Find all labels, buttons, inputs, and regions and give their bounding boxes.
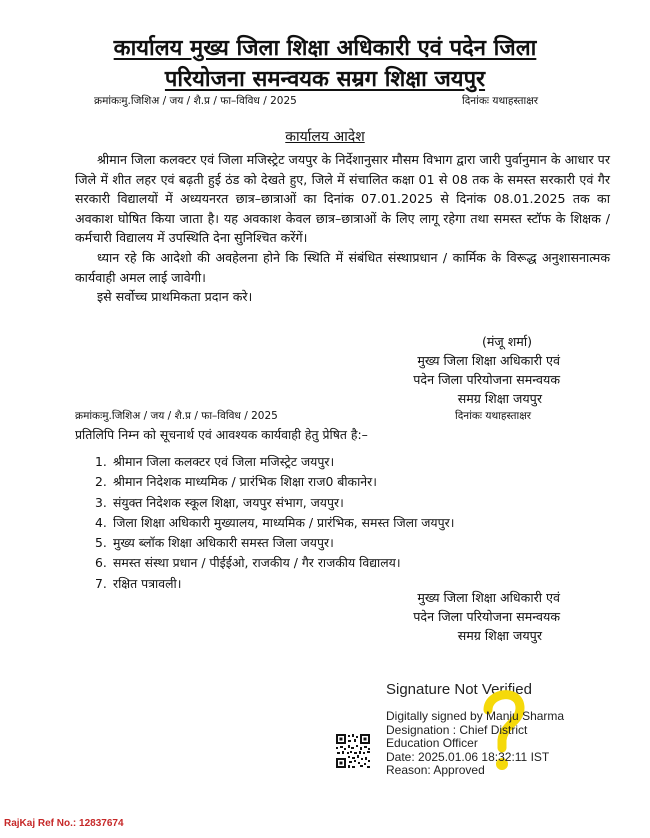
- list-item: [95, 472, 454, 492]
- signatory-name: (मंजू शर्मा): [481, 334, 532, 349]
- list-item-text: श्रीमान जिला कलक्टर एवं जिला मजिस्ट्रेट जयपुर।: [113, 454, 335, 469]
- list-item-number: 1.: [95, 454, 107, 469]
- list-item: [95, 533, 454, 553]
- list-item-number: 3.: [95, 494, 107, 510]
- body-paragraph-3: इसे सर्वोच्च प्राथमिकता प्रदान करे।: [97, 289, 253, 305]
- list-item-number: 5.: [95, 535, 107, 551]
- signatory-line-3: समग्र शिक्षा जयपुर: [457, 391, 542, 406]
- office-title-line2: परियोजना समन्वयक सम्रग शिक्षा जयपुर: [164, 67, 486, 92]
- list-item-number: 6.: [95, 555, 107, 571]
- list-item-text: मुख्य ब्लॉक शिक्षा अधिकारी समस्त जिला जयपुर।: [113, 535, 334, 551]
- office-title-line1: कार्यालय मुख्य जिला शिक्षा अधिकारी एवं पदेन जिला: [113, 36, 537, 61]
- ref-date-1: दिनांकः यथाहस्ताक्षर: [462, 95, 539, 107]
- list-item-text: श्रीमान निदेशक माध्यमिक / प्रारंभिक शिक्षा राज0 बीकानेर।: [113, 474, 377, 490]
- list-item-text: संयुक्त निदेशक स्कूल शिक्षा, जयपुर संभाग, जयपुर।: [113, 494, 344, 510]
- body-paragraph-1: श्रीमान जिला कलक्टर एवं जिला मजिस्ट्रेट जयपुर के निर्देशानुसार मौसम विभाग द्वारा जारी पुर्वानुमान के आधार पर जिले में शीत लहर एवं बढ़ती हुई ठंड को देखते हुए, जिले में संचालित कक्षा 01 से 08 तक के समस्त सरकारी एवं गैर सरकारी विद्यालयों में अध्ययनरत छात्र–छात्राओं का दिनांक 07.01.2025 से दिनांक 08.01.2025 तक का अवकाश घोषित किया जाता है। यह अवकाश केवल छात्र–छात्राओं के लिए लागू रहेगा तथा समस्त स्टॉफ के शिक्षक / कर्मचारी विद्यालय में उपस्थिति देना सुनिश्चित करेंगें।: [75, 152, 610, 246]
- signatory2-line-1: मुख्य जिला शिक्षा अधिकारी एवं: [417, 590, 560, 605]
- ref-number-2: क्रमांकःमु.जिशिअ / जय / शै.प्र / फा–विविध / 2025: [75, 410, 278, 422]
- signature-block-2: [340, 588, 560, 645]
- list-item-number: 2.: [95, 474, 107, 490]
- list-item: [95, 452, 454, 472]
- signature-status: Signature Not Verified: [386, 681, 532, 698]
- list-item-text: रक्षित पत्रावली।: [113, 575, 182, 591]
- signed-by-text: Digitally signed by Manju Sharma: [386, 709, 565, 723]
- signatory2-line-2: पदेन जिला परियोजना समन्वयक: [413, 609, 560, 624]
- signatory2-line-3: समग्र शिक्षा जयपुर: [457, 628, 542, 643]
- list-item: [95, 493, 454, 513]
- signatory-line-2: पदेन जिला परियोजना समन्वयक: [413, 372, 560, 387]
- list-item-text: समस्त संस्था प्रधान / पीईईओ, राजकीय / गैर राजकीय विद्यालय।: [113, 555, 401, 571]
- signed-date-text: Date: 2025.01.06 18:32:11 IST: [386, 749, 550, 764]
- body-paragraph-2: ध्यान रहे कि आदेशो की अवहेलना होने कि स्थिति में संबंधित संस्थाप्रधान / कार्मिक के विरूद्ध अनुशासनात्मक कार्यवाही अमल लाई जावेगी।: [75, 249, 610, 285]
- list-item-text: जिला शिक्षा अधिकारी मुख्यालय, माध्यमिक / प्रारंभिक, समस्त जिला जयपुर।: [113, 514, 455, 530]
- copy-intro: प्रतिलिपि निम्न को सूचनार्थ एवं आवश्यक कार्यवाही हेतु प्रेषित है:–: [75, 427, 368, 442]
- list-item-number: 7.: [95, 575, 107, 591]
- signature-block-1: [340, 332, 560, 408]
- rajkaj-ref-number: RajKaj Ref No.: 12837674: [4, 818, 124, 829]
- list-item: [95, 553, 454, 573]
- list-item-number: 4.: [95, 514, 107, 530]
- signatory-line-1: मुख्य जिला शिक्षा अधिकारी एवं: [417, 353, 560, 368]
- copy-recipient-list: [95, 452, 454, 594]
- order-body: [75, 150, 610, 307]
- designation-text-2: Education Officer: [386, 736, 478, 750]
- order-heading: कार्यालय आदेश: [285, 129, 365, 145]
- qr-code-icon: [335, 733, 371, 769]
- ref-number-1: क्रमांकःमु.जिशिअ / जय / शै.प्र / फा–विविध / 2025: [94, 95, 297, 107]
- designation-text: Designation : Chief District: [386, 722, 528, 737]
- reason-text: Reason: Approved: [386, 763, 485, 777]
- digital-signature-details: [386, 710, 564, 778]
- list-item: [95, 513, 454, 533]
- ref-date-2: दिनांकः यथाहस्ताक्षर: [455, 410, 532, 422]
